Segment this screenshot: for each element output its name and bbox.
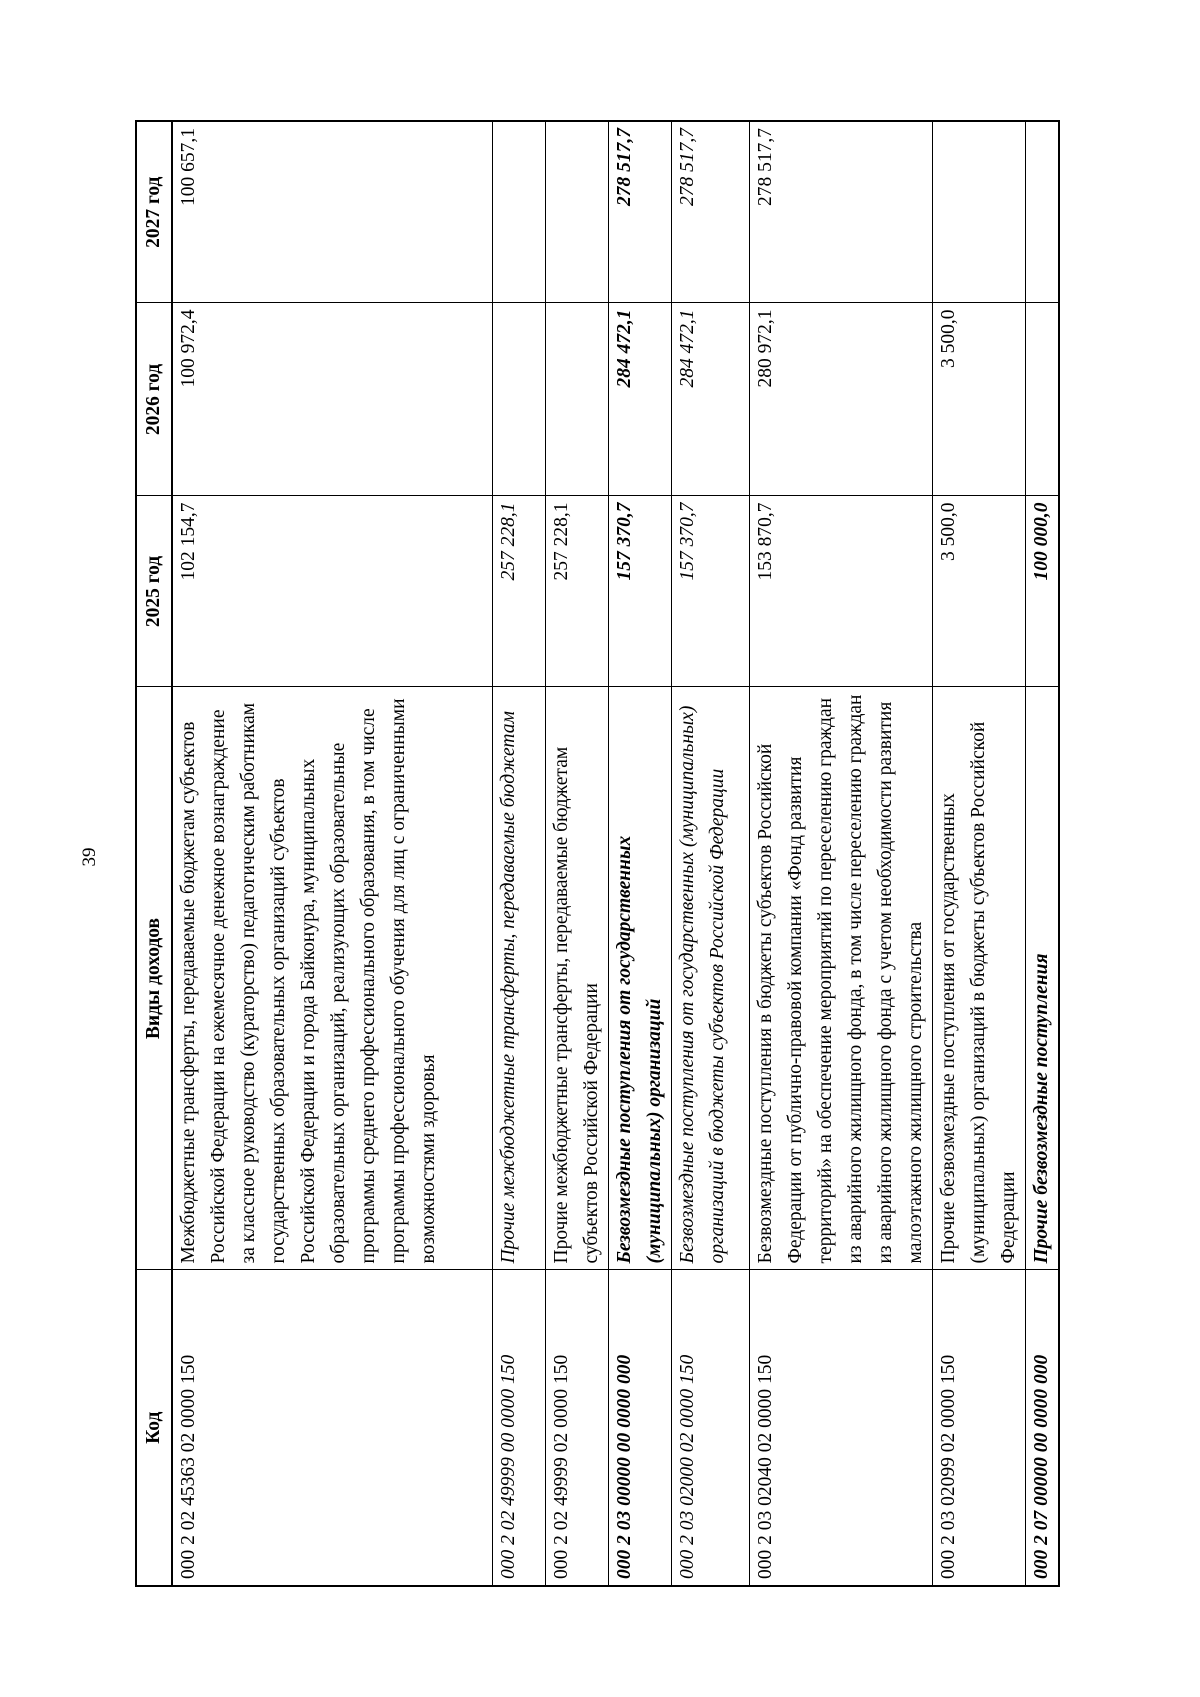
row-value-2026 bbox=[1025, 303, 1059, 496]
row-value-2025: 3 500,0 bbox=[932, 496, 1025, 687]
row-code: 000 2 03 00000 00 0000 000 bbox=[608, 1270, 671, 1586]
row-name: Прочие межбюджетные трансферты, передаваемые бюджетам субъектов Российской Федерации bbox=[545, 687, 608, 1270]
revenue-table-rotated bbox=[135, 122, 1052, 1587]
row-value-2026: 3 500,0 bbox=[932, 303, 1025, 496]
row-value-2026 bbox=[492, 303, 545, 496]
row-name: Безвозмездные поступления от государственных (муниципальных) организаций в бюджеты субъектов Российской Федерации bbox=[671, 687, 749, 1270]
table-header-row bbox=[136, 121, 172, 1586]
row-code: 000 2 03 02000 02 0000 150 bbox=[671, 1270, 749, 1586]
row-value-2025: 257 228,1 bbox=[545, 496, 608, 687]
row-value-2027: 278 517,7 bbox=[608, 121, 671, 303]
page-number: 39 bbox=[79, 847, 100, 867]
table-row bbox=[1025, 121, 1059, 1586]
row-name: Межбюджетные трансферты, передаваемые бюджетам субъектов Российской Федерации на ежемесячное денежное вознаграждение за классное руководство (кураторство) педагогическим работникам государственных образовательных организаций субъектов Российской Федерации и города Байконура, муниципальных образовательных организаций, реализующих образовательные программы среднего профессионального образования, в том числе программы профессионального обучения для лиц с ограниченными возможностями здоровья bbox=[172, 687, 492, 1270]
row-value-2027 bbox=[545, 121, 608, 303]
row-value-2026: 284 472,1 bbox=[671, 303, 749, 496]
row-value-2026: 284 472,1 bbox=[608, 303, 671, 496]
header-code: Код bbox=[136, 1270, 172, 1586]
table-row bbox=[492, 121, 545, 1586]
header-revenue-type: Виды доходов bbox=[136, 687, 172, 1270]
table-row bbox=[671, 121, 749, 1586]
row-value-2027 bbox=[492, 121, 545, 303]
row-value-2027: 278 517,7 bbox=[671, 121, 749, 303]
row-value-2027: 100 657,1 bbox=[172, 121, 492, 303]
row-value-2025: 102 154,7 bbox=[172, 496, 492, 687]
row-name: Прочие безвозмездные поступления от государственных (муниципальных) организаций в бюджеты субъектов Российской Федерации bbox=[932, 687, 1025, 1270]
row-code: 000 2 07 00000 00 0000 000 bbox=[1025, 1270, 1059, 1586]
row-value-2027 bbox=[1025, 121, 1059, 303]
table-row bbox=[749, 121, 932, 1586]
table-row bbox=[932, 121, 1025, 1586]
row-name: Прочие межбюджетные трансферты, передаваемые бюджетам bbox=[492, 687, 545, 1270]
row-value-2027 bbox=[932, 121, 1025, 303]
header-2027: 2027 год bbox=[136, 121, 172, 303]
table-row bbox=[608, 121, 671, 1586]
row-value-2025: 153 870,7 bbox=[749, 496, 932, 687]
row-value-2026: 280 972,1 bbox=[749, 303, 932, 496]
row-code: 000 2 03 02099 02 0000 150 bbox=[932, 1270, 1025, 1586]
header-2025: 2025 год bbox=[136, 496, 172, 687]
row-code: 000 2 02 49999 00 0000 150 bbox=[492, 1270, 545, 1586]
table-row bbox=[545, 121, 608, 1586]
row-name: Безвозмездные поступления от государственных (муниципальных) организаций bbox=[608, 687, 671, 1270]
row-value-2026 bbox=[545, 303, 608, 496]
row-code: 000 2 02 45363 02 0000 150 bbox=[172, 1270, 492, 1586]
row-value-2025: 257 228,1 bbox=[492, 496, 545, 687]
row-code: 000 2 03 02040 02 0000 150 bbox=[749, 1270, 932, 1586]
row-value-2025: 100 000,0 bbox=[1025, 496, 1059, 687]
row-code: 000 2 02 49999 02 0000 150 bbox=[545, 1270, 608, 1586]
row-value-2027: 278 517,7 bbox=[749, 121, 932, 303]
row-name: Прочие безвозмездные поступления bbox=[1025, 687, 1059, 1270]
revenue-table bbox=[135, 120, 1060, 1587]
row-name: Безвозмездные поступления в бюджеты субъектов Российской Федерации от публично-правовой компании «Фонд развития территорий» на обеспечение мероприятий по переселению граждан из аварийного жилищного фонда, в том числе переселению граждан из аварийного жилищного фонда с учетом необходимости развития малоэтажного жилищного строительства bbox=[749, 687, 932, 1270]
header-2026: 2026 год bbox=[136, 303, 172, 496]
table-row bbox=[172, 121, 492, 1586]
row-value-2025: 157 370,7 bbox=[608, 496, 671, 687]
row-value-2026: 100 972,4 bbox=[172, 303, 492, 496]
row-value-2025: 157 370,7 bbox=[671, 496, 749, 687]
